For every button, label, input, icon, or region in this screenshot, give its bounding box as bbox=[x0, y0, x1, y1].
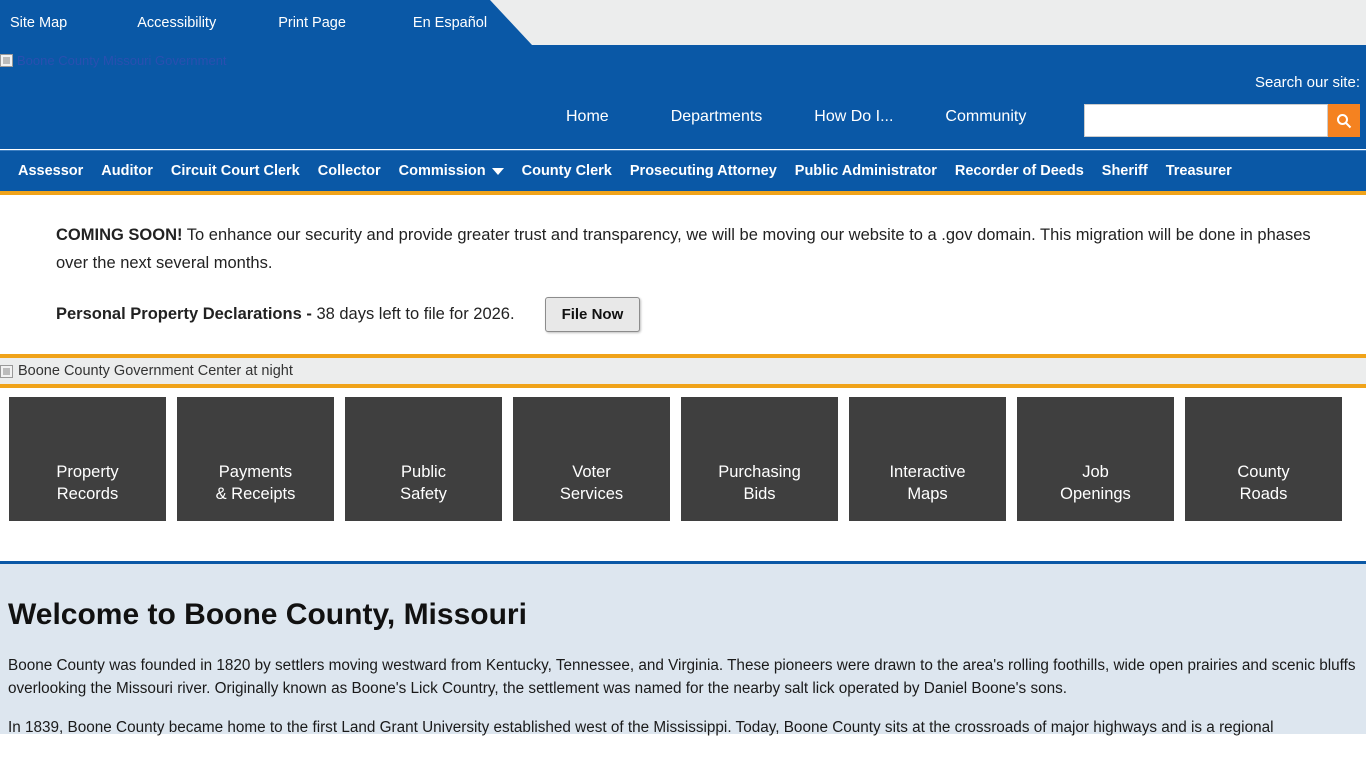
site-header bbox=[0, 45, 1366, 150]
tile-interactive-maps[interactable] bbox=[849, 397, 1006, 521]
main-nav-departments[interactable]: Departments bbox=[670, 108, 763, 125]
dept-nav-circuit-court-clerk[interactable]: Circuit Court Clerk bbox=[170, 163, 300, 179]
tile-payments-receipts-line1: Payments bbox=[218, 463, 293, 481]
tile-purchasing-bids-line2: Bids bbox=[743, 485, 776, 503]
search-input[interactable] bbox=[1084, 104, 1328, 137]
main-nav bbox=[0, 108, 1027, 126]
tile-interactive-maps-line2: Maps bbox=[907, 485, 948, 503]
utility-link-site-map[interactable]: Site Map bbox=[10, 14, 68, 31]
dept-nav-county-clerk[interactable]: County Clerk bbox=[521, 163, 612, 179]
page-title: Welcome to Boone County, Missouri bbox=[8, 598, 527, 631]
department-nav bbox=[0, 150, 1366, 195]
tile-voter-services-line1: Voter bbox=[572, 463, 611, 481]
broken-image-icon bbox=[0, 54, 13, 67]
announcement-coming-soon-label: COMING SOON! bbox=[56, 226, 183, 244]
dept-nav-treasurer[interactable]: Treasurer bbox=[1165, 163, 1232, 179]
dept-nav-public-administrator[interactable]: Public Administrator bbox=[794, 163, 937, 179]
quick-link-tiles bbox=[0, 388, 1366, 564]
announcement-banner bbox=[0, 195, 1366, 358]
tile-public-safety[interactable] bbox=[345, 397, 502, 521]
hero-image-alt-text: Boone County Government Center at night bbox=[18, 363, 293, 379]
announcement-declarations bbox=[56, 297, 1366, 332]
tile-purchasing-bids-line1: Purchasing bbox=[718, 463, 801, 481]
utility-links bbox=[0, 0, 487, 45]
utility-bar bbox=[0, 0, 1366, 45]
welcome-section bbox=[0, 564, 1366, 734]
utility-bar-wedge bbox=[490, 0, 532, 45]
dept-nav-collector[interactable]: Collector bbox=[317, 163, 381, 179]
dept-nav-assessor[interactable]: Assessor bbox=[18, 163, 84, 179]
file-now-button[interactable]: File Now bbox=[545, 297, 641, 332]
tile-county-roads-line1: County bbox=[1237, 463, 1290, 481]
dept-nav-sheriff[interactable]: Sheriff bbox=[1101, 163, 1148, 179]
tile-voter-services-line2: Services bbox=[559, 485, 624, 503]
search-form bbox=[1084, 104, 1360, 137]
main-nav-how-do-i[interactable]: How Do I... bbox=[814, 108, 894, 125]
tile-county-roads[interactable] bbox=[1185, 397, 1342, 521]
announcement-declarations-text bbox=[56, 305, 515, 324]
site-logo[interactable] bbox=[0, 53, 227, 68]
dept-nav-prosecuting-attorney[interactable]: Prosecuting Attorney bbox=[629, 163, 777, 179]
dept-nav-commission-label: Commission bbox=[398, 163, 486, 179]
tile-interactive-maps-line1: Interactive bbox=[889, 463, 966, 481]
announcement-declarations-days: 38 days left to file for 2026. bbox=[316, 305, 515, 323]
utility-link-en-espanol[interactable]: En Español bbox=[412, 14, 488, 31]
dept-nav-commission[interactable] bbox=[399, 163, 504, 179]
utility-link-accessibility[interactable]: Accessibility bbox=[137, 14, 217, 31]
tile-property-records-line2: Records bbox=[56, 485, 119, 503]
tile-job-openings-line1: Job bbox=[1082, 463, 1109, 481]
utility-link-print-page[interactable]: Print Page bbox=[278, 14, 346, 31]
tile-payments-receipts[interactable] bbox=[177, 397, 334, 521]
tile-job-openings[interactable] bbox=[1017, 397, 1174, 521]
dept-nav-recorder-of-deeds[interactable]: Recorder of Deeds bbox=[954, 163, 1084, 179]
tile-property-records[interactable] bbox=[9, 397, 166, 521]
hero-image bbox=[0, 358, 1366, 388]
tile-purchasing-bids[interactable] bbox=[681, 397, 838, 521]
broken-image-icon bbox=[0, 365, 13, 378]
announcement-coming-soon bbox=[56, 221, 1336, 277]
tile-job-openings-line2: Openings bbox=[1060, 485, 1131, 503]
welcome-paragraph-2: In 1839, Boone County became home to the first Land Grant University established west of the Mississippi. Today, Boone County sits at the crossroads of major highways and is a regional bbox=[8, 719, 1274, 736]
tile-public-safety-line2: Safety bbox=[400, 485, 447, 503]
dept-nav-auditor[interactable]: Auditor bbox=[101, 163, 153, 179]
site-logo-alt-text: Boone County Missouri Government bbox=[17, 53, 227, 68]
search-label: Search our site: bbox=[1254, 74, 1360, 91]
main-nav-home[interactable]: Home bbox=[566, 108, 609, 125]
announcement-coming-soon-text: To enhance our security and provide greater trust and transparency, we will be moving our website to a .gov domain. This migration will be done in phases over the next several months. bbox=[56, 226, 1311, 272]
main-nav-community[interactable]: Community bbox=[945, 108, 1027, 125]
hero-image-alt bbox=[0, 363, 293, 379]
tile-county-roads-line2: Roads bbox=[1239, 485, 1288, 503]
tile-property-records-line1: Property bbox=[56, 463, 119, 481]
tile-voter-services[interactable] bbox=[513, 397, 670, 521]
search-icon bbox=[1336, 113, 1352, 129]
tile-payments-receipts-line2: & Receipts bbox=[215, 485, 296, 503]
announcement-declarations-label: Personal Property Declarations - bbox=[56, 305, 312, 323]
tile-public-safety-line1: Public bbox=[401, 463, 446, 481]
welcome-paragraph-1: Boone County was founded in 1820 by settlers moving westward from Kentucky, Tennessee, and Virginia. These pioneers were drawn to the area's rolling foothills, wide open prairies and scenic bluffs overlooking the Missouri river. Originally known as Boone's Lick Country, the settlement was named for the nearby salt lick operated by Daniel Boone's sons. bbox=[8, 657, 1356, 697]
chevron-down-icon bbox=[492, 168, 504, 175]
search-button[interactable] bbox=[1328, 104, 1360, 137]
